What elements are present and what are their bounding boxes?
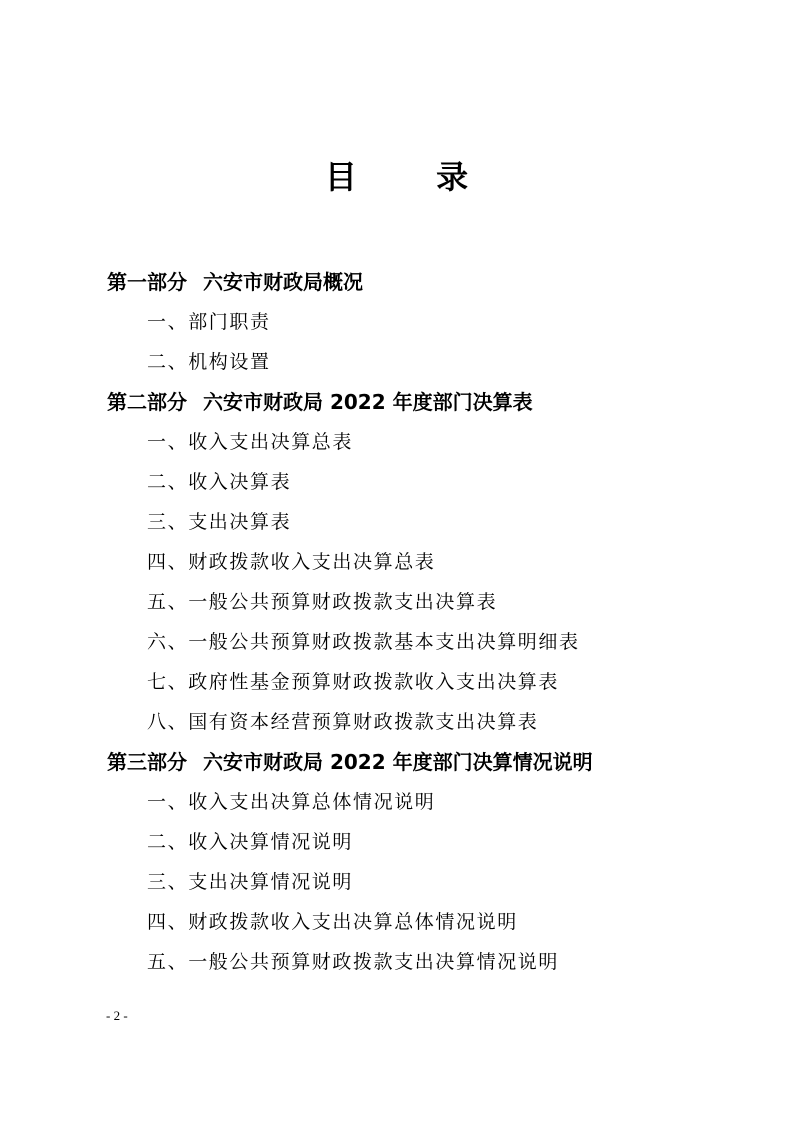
toc-part-title: 六安市财政局 2022 年度部门决算表 [203, 390, 533, 414]
toc-item: 三、支出决算情况说明 [147, 871, 354, 893]
page-number: - 2 - [106, 1008, 128, 1023]
toc-part-title: 六安市财政局 2022 年度部门决算情况说明 [203, 750, 593, 774]
toc-item: 三、支出决算表 [147, 511, 292, 533]
toc-item: 四、财政拨款收入支出决算总表 [147, 551, 436, 573]
toc-part-label: 第三部分 [107, 750, 187, 774]
toc-part-title: 六安市财政局概况 [203, 270, 363, 294]
toc-item: 八、国有资本经营预算财政拨款支出决算表 [147, 711, 539, 733]
toc-item: 四、财政拨款收入支出决算总体情况说明 [147, 911, 518, 933]
toc-part-1 [107, 262, 747, 302]
toc-item: 五、一般公共预算财政拨款支出决算情况说明 [147, 951, 560, 973]
toc-item: 二、机构设置 [147, 351, 271, 373]
toc-item: 二、收入决算表 [147, 471, 292, 493]
toc-part-3 [107, 742, 747, 782]
toc-item: 五、一般公共预算财政拨款支出决算表 [147, 591, 498, 613]
page-title: 目 录 [324, 158, 503, 196]
toc-item: 七、政府性基金预算财政拨款收入支出决算表 [147, 671, 560, 693]
toc-item: 一、收入支出决算总体情况说明 [147, 791, 436, 813]
table-of-contents [107, 262, 747, 982]
toc-item: 一、收入支出决算总表 [147, 431, 354, 453]
toc-part-label: 第二部分 [107, 390, 187, 414]
toc-part-label: 第一部分 [107, 270, 187, 294]
toc-item: 六、一般公共预算财政拨款基本支出决算明细表 [147, 631, 580, 653]
toc-part-2 [107, 382, 747, 422]
toc-item: 二、收入决算情况说明 [147, 831, 354, 853]
toc-item: 一、部门职责 [147, 311, 271, 333]
